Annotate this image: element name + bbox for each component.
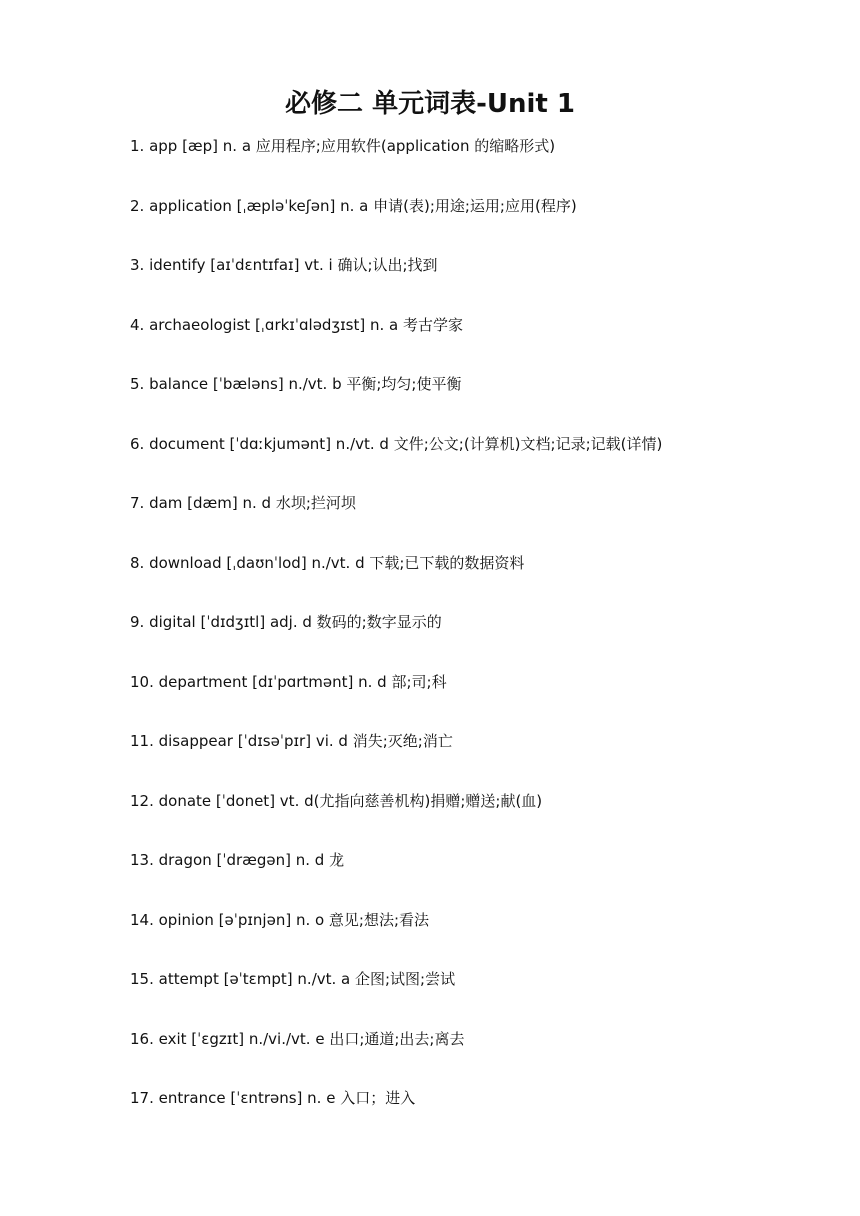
vocab-entry: 6. document [ˈdɑːkjumənt] n./vt. d 文件;公文;(计算机)文档;记录;记载(详情) [130, 434, 663, 453]
vocab-entry: 3. identify [aɪˈdɛntɪfaɪ] vt. i 确认;认出;找到 [130, 256, 438, 274]
vocab-entry: 15. attempt [əˈtɛmpt] n./vt. a 企图;试图;尝试 [130, 970, 456, 988]
vocabulary-list [130, 134, 830, 1146]
vocab-entry: 12. donate [ˈdonet] vt. d(尤指向慈善机构)捐赠;赠送;献(血) [130, 791, 543, 810]
vocab-entry: 17. entrance [ˈɛntrəns] n. e 入口；进入 [130, 1089, 416, 1107]
vocab-entry: 8. download [ˌdaʊnˈlod] n./vt. d 下载;已下载的数据资料 [130, 553, 525, 572]
vocab-entry: 5. balance [ˈbæləns] n./vt. b 平衡;均匀;使平衡 [130, 375, 462, 393]
vocab-entry: 10. department [dɪˈpɑrtmənt] n. d 部;司;科 [130, 672, 447, 691]
page-title: 必修二 单元词表-Unit 1 [285, 89, 575, 120]
vocab-entry: 13. dragon [ˈdrægən] n. d 龙 [130, 851, 345, 869]
vocab-entry: 2. application [ˌæpləˈkeʃən] n. a 申请(表);用途;运用;应用(程序) [130, 196, 577, 215]
vocab-entry: 4. archaeologist [ˌɑrkɪˈɑlədʒɪst] n. a 考古学家 [130, 315, 464, 334]
vocab-entry: 1. app [æp] n. a 应用程序;应用软件(application 的缩略形式) [130, 137, 556, 155]
vocab-entry: 14. opinion [əˈpɪnjən] n. o 意见;想法;看法 [130, 910, 430, 929]
vocab-entry: 7. dam [dæm] n. d 水坝;拦河坝 [130, 494, 356, 512]
vocab-entry: 9. digital [ˈdɪdʒɪtl] adj. d 数码的;数字显示的 [130, 613, 442, 631]
vocab-entry: 16. exit [ˈɛgzɪt] n./vi./vt. e 出口;通道;出去;离去 [130, 1029, 465, 1048]
vocab-entry: 11. disappear [ˈdɪsəˈpɪr] vi. d 消失;灭绝;消亡 [130, 732, 453, 750]
